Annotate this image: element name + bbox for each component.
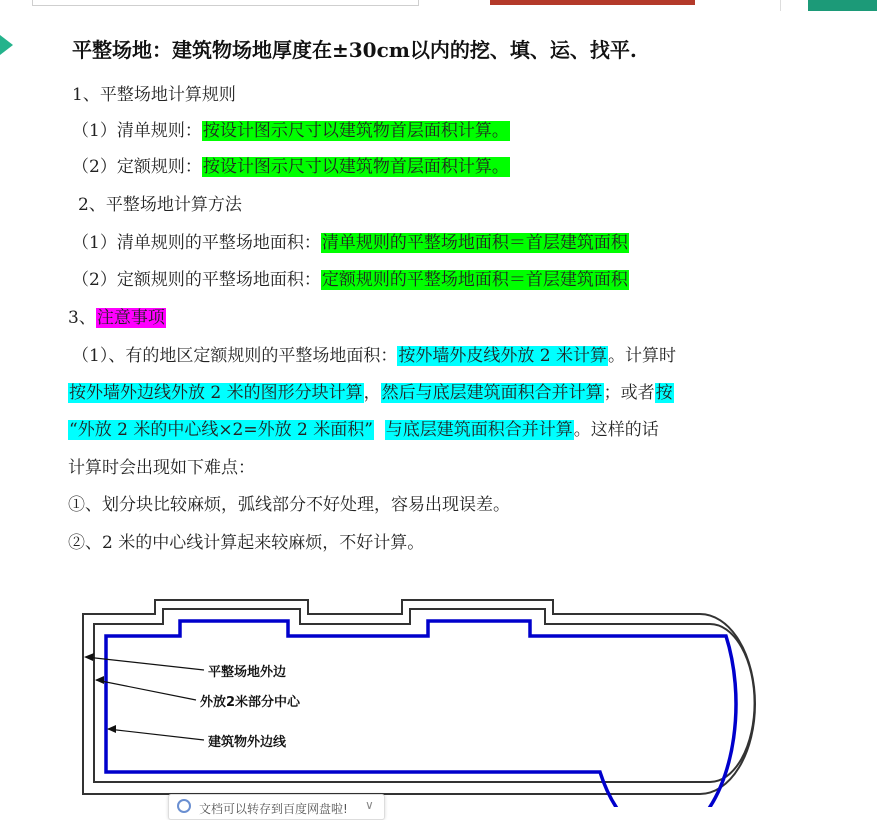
label-outer-boundary: 平整场地外边 [208,665,287,680]
section3-paragraph-line3 [68,415,659,445]
p3-gap [374,420,385,440]
p2-highlight-1: 按外墙外边线外放 2 米的图形分块计算 [69,383,363,403]
top-toolbar [0,0,877,12]
p1-prefix: （1）、有的地区定额规则的平整场地面积： [72,346,398,366]
section1-heading: 1、平整场地计算规则 [72,85,236,105]
section3-heading [68,303,166,333]
difficulty-item-1: ①、划分块比较麻烦，弧线部分不好处理，容易出现误差。 [68,495,510,515]
section1-rule2 [72,152,510,182]
side-tab-arrow-icon[interactable] [0,35,13,55]
p2-mid: ， [363,383,381,403]
top-search-field[interactable] [32,0,419,6]
difficulty-item-2: ②、2 米的中心线计算起来较麻烦，不好计算。 [68,533,425,553]
cloud-icon [177,799,191,813]
p3-highlight-1: “外放 2 米的中心线×2=外放 2 米面积” [69,420,373,440]
method1-highlight: 清单规则的平整场地面积＝首层建筑面积 [321,233,628,253]
label-middle-centerline: 外放2米部分中心 [200,695,301,710]
callout-line-outer [86,657,204,670]
top-divider [780,0,781,11]
method2-highlight: 定额规则的平整场地面积＝首层建筑面积 [321,270,628,290]
section3-paragraph-line4: 计算时会出现如下难点： [68,458,255,478]
method2-prefix: （2）定额规则的平整场地面积： [72,270,321,290]
p3-after: 。这样的话 [573,420,659,440]
save-to-netdisk-toast[interactable] [168,794,385,820]
section3-paragraph-line2 [68,378,674,408]
rule2-highlight: 按设计图示尺寸以建筑物首层面积计算。 [202,157,509,177]
callout-line-middle [96,680,196,700]
toast-text: 文档可以转存到百度网盘啦! [199,802,348,816]
rule1-highlight: 按设计图示尺寸以建筑物首层面积计算。 [202,121,509,141]
method1-prefix: （1）清单规则的平整场地面积： [72,233,321,253]
p2-after: ；或者 [603,383,655,403]
section1-rule1 [72,116,510,146]
section2-method1 [72,228,629,258]
section2-method2 [72,265,629,295]
section3-number: 3、 [68,308,96,328]
building-outline [106,621,736,807]
section3-title-highlight: 注意事项 [96,308,165,328]
site-leveling-diagram [0,590,877,807]
label-building-outline: 建筑物外边线 [208,735,287,750]
callout-arrow-inner-icon [107,725,116,733]
top-action-button[interactable] [808,0,877,11]
p2-highlight-3: 按 [655,383,673,403]
p1-after: 。计算时 [607,346,676,366]
p3-highlight-2: 与底层建筑面积合并计算 [385,420,573,440]
chevron-down-icon[interactable]: ∨ [365,798,374,812]
p2-highlight-2: 然后与底层建筑面积合并计算 [381,383,603,403]
callout-arrow-middle-icon [95,676,104,684]
rule1-prefix: （1）清单规则： [72,121,202,141]
callout-arrow-outer-icon [84,653,94,661]
section3-paragraph-line1 [72,341,676,371]
callout-line-inner [108,729,204,740]
page-title: 平整场地：建筑物场地厚度在±30cm以内的挖、填、运、找平. [72,38,637,62]
rule2-prefix: （2）定额规则： [72,157,202,177]
section2-heading: 2、平整场地计算方法 [78,195,242,215]
p1-highlight: 按外墙外皮线外放 2 米计算 [398,346,607,366]
top-banner-ad[interactable] [490,0,695,5]
